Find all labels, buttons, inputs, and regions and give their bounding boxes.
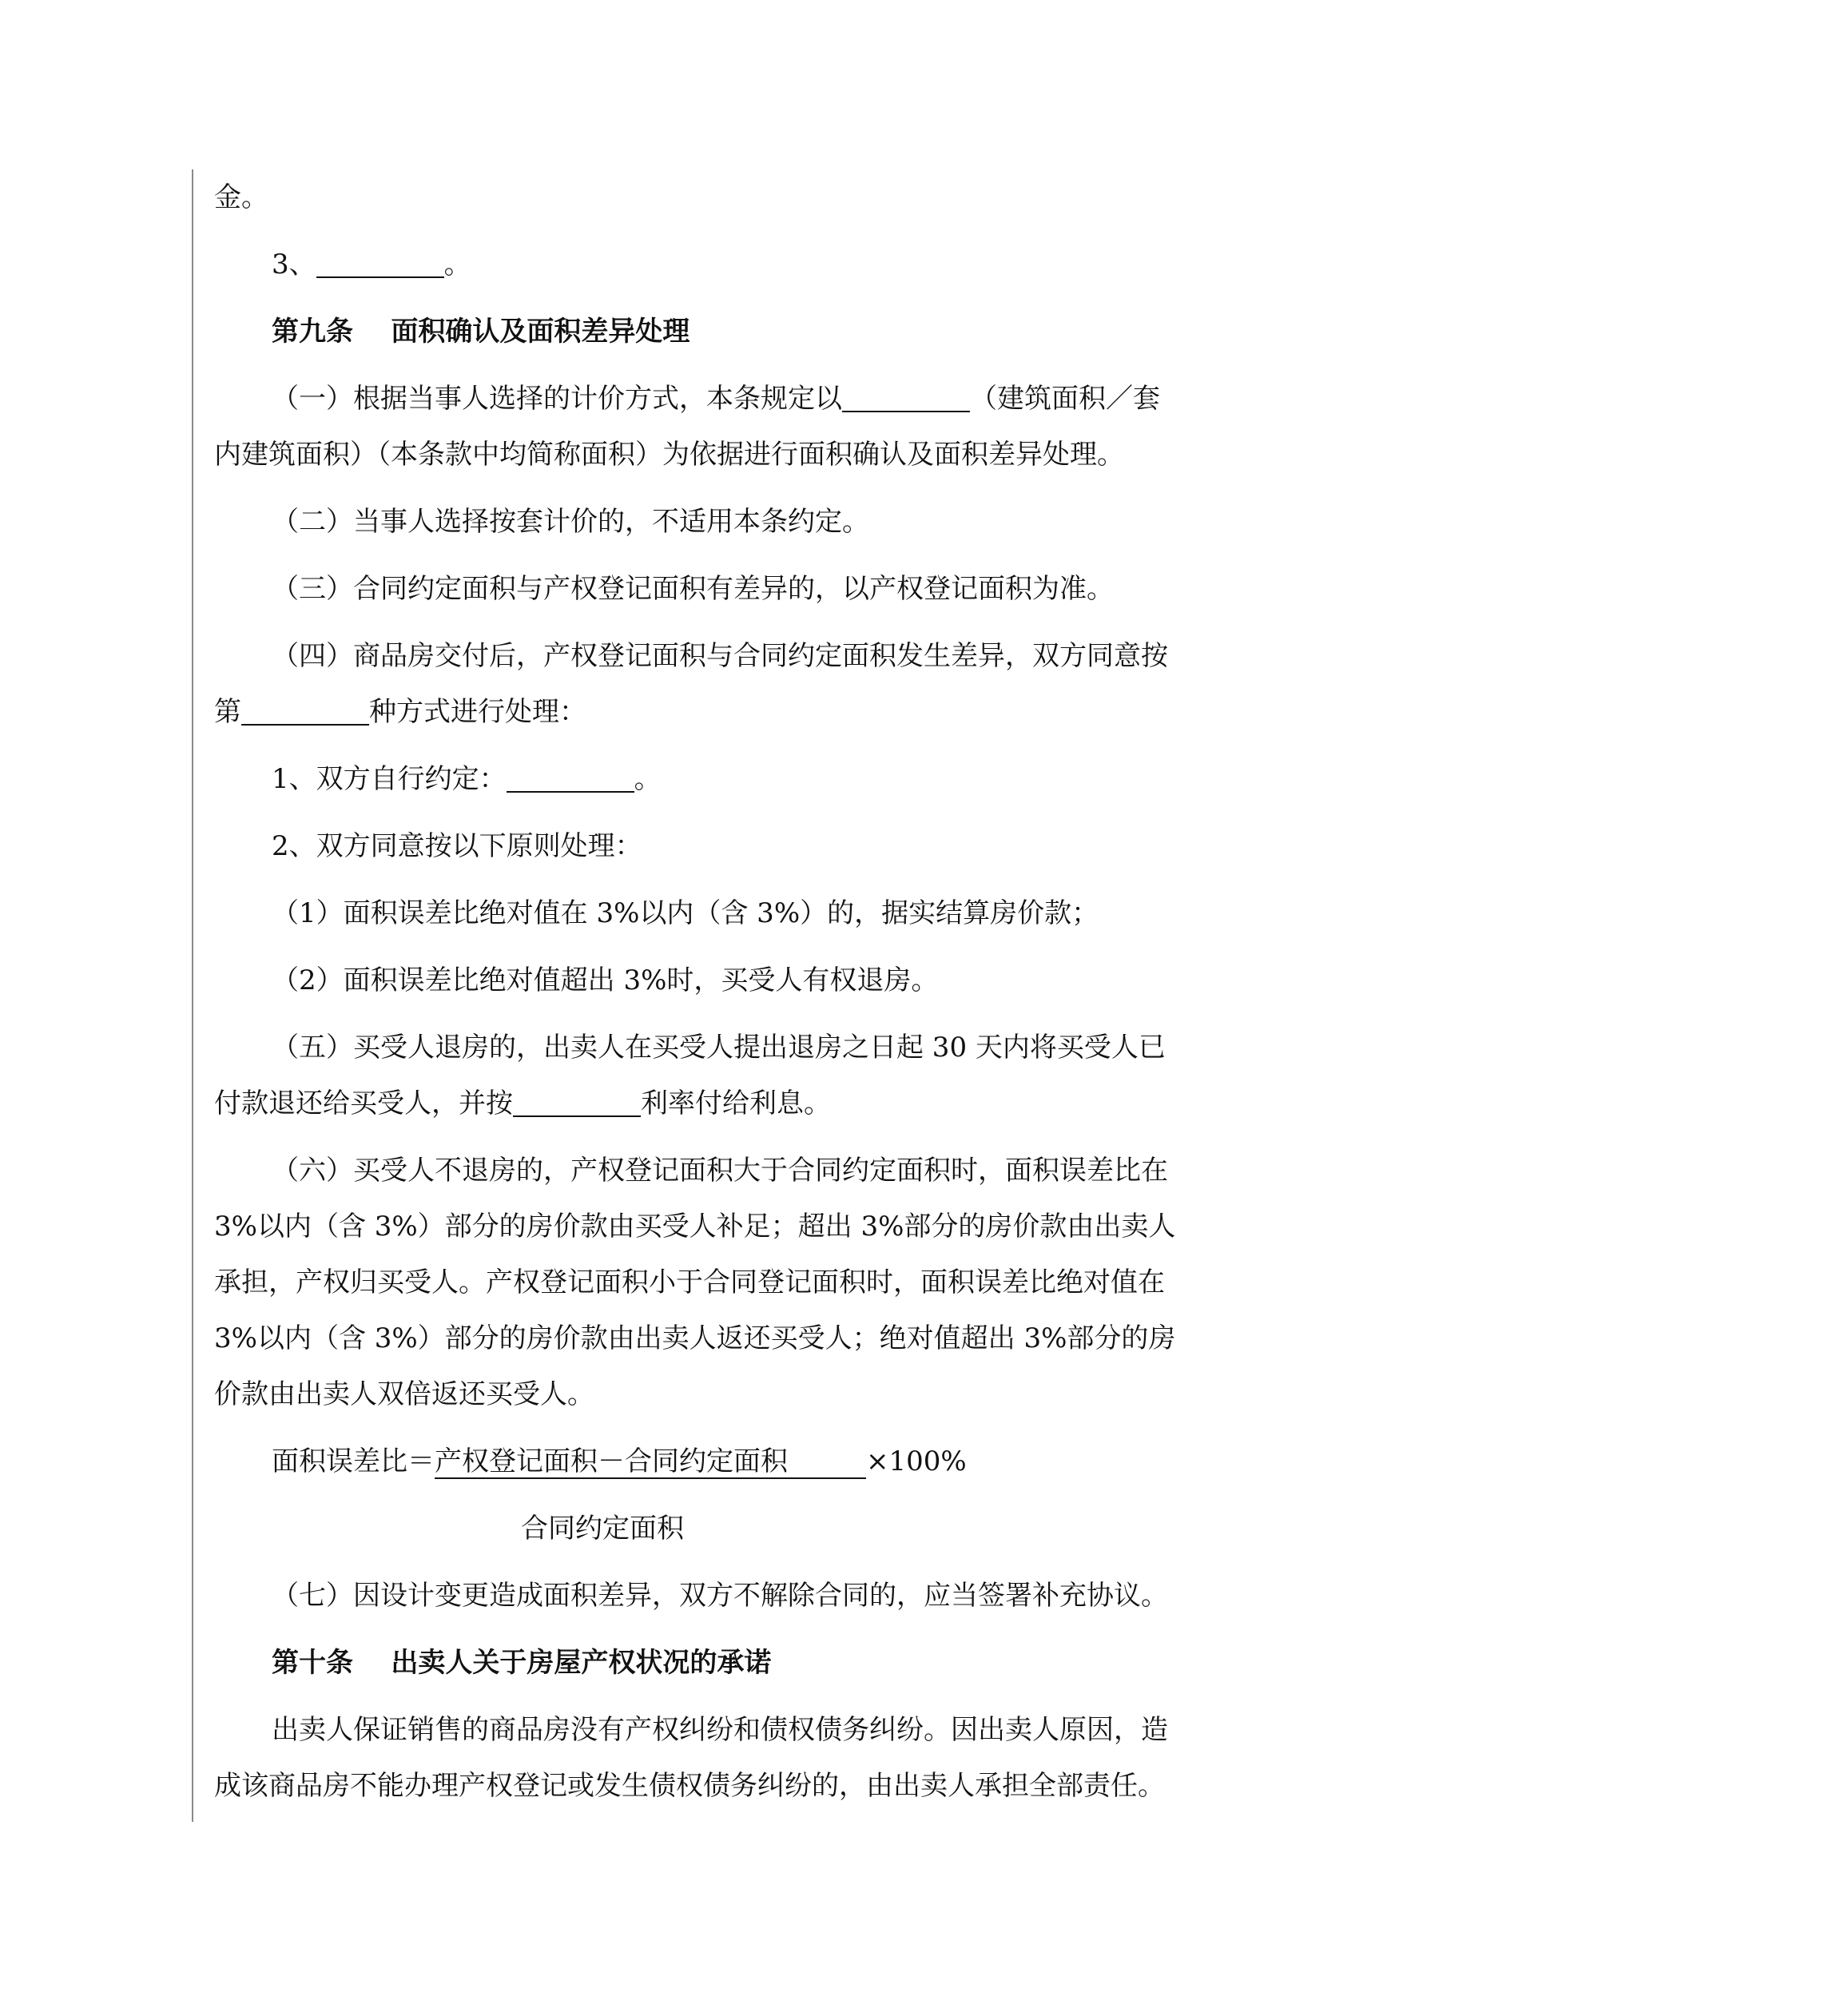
line-5: 内建筑面积）（本条款中均简称面积）为依据进行面积确认及面积差异处理。 [214,439,1124,471]
line-19: 3%以内（含 3%）部分的房价款由出卖人返还买受人；绝对值超出 3%部分的房 [214,1322,1176,1354]
line-17: 3%以内（含 3%）部分的房价款由买受人补足；超出 3%部分的房价款由出卖人 [214,1211,1176,1243]
fill-blank[interactable] [842,382,970,412]
line-7: （三）合同约定面积与产权登记面积有差异的，以产权登记面积为准。 [272,573,1114,605]
margin-rule [192,169,193,1822]
line-2: 3、 。 [272,249,471,280]
line-8: （四）商品房交付后，产权登记面积与合同约定面积发生差异，双方同意按 [272,640,1168,672]
formula-label: 面积误差比＝ [272,1445,435,1477]
line-13: （2）面积误差比绝对值超出 3%时，买受人有权退房。 [272,964,939,996]
fill-blank[interactable] [241,695,369,726]
line-15: 付款退还给买受人，并按 利率付给利息。 [214,1088,831,1119]
formula-numerator: 产权登记面积－合同约定面积 [435,1445,866,1479]
line-10: 1、双方自行约定： 。 [272,763,662,795]
line-25: 出卖人保证销售的商品房没有产权纠纷和债权债务纠纷。因出卖人原因，造 [272,1714,1168,1746]
line-18: 承担，产权归买受人。产权登记面积小于合同登记面积时，面积误差比绝对值在 [214,1266,1165,1298]
line-14: （五）买受人退房的，出卖人在买受人提出退房之日起 30 天内将买受人已 [272,1032,1166,1064]
article-9-heading: 第九条 面积确认及面积差异处理 [272,316,690,348]
line-23: （七）因设计变更造成面积差异，双方不解除合同的，应当签署补充协议。 [272,1580,1168,1612]
line-20: 价款由出卖人双倍返还买受人。 [214,1378,594,1410]
line-1: 金。 [214,181,268,213]
line-4: （一）根据当事人选择的计价方式，本条规定以 （建筑面积／套 [272,383,1160,415]
fill-blank[interactable] [507,762,634,793]
article-10-heading: 第十条 出卖人关于房屋产权状况的承诺 [272,1647,772,1679]
document-page [214,169,1205,1825]
formula-denominator: 合同约定面积 [521,1513,684,1545]
line-11: 2、双方同意按以下原则处理： [272,830,642,862]
fill-blank[interactable] [316,248,444,278]
formula-line [214,1433,1205,1489]
line-12: （1）面积误差比绝对值在 3%以内（含 3%）的，据实结算房价款； [272,897,1099,929]
fill-blank[interactable] [513,1087,641,1117]
line-6: （二）当事人选择按套计价的，不适用本条约定。 [272,506,869,538]
formula-multiplier: ×100% [866,1445,967,1477]
line-9: 第 种方式进行处理： [214,696,586,728]
line-26: 成该商品房不能办理产权登记或发生债权债务纠纷的，由出卖人承担全部责任。 [214,1770,1165,1802]
line-16: （六）买受人不退房的，产权登记面积大于合同约定面积时，面积误差比在 [272,1155,1168,1187]
